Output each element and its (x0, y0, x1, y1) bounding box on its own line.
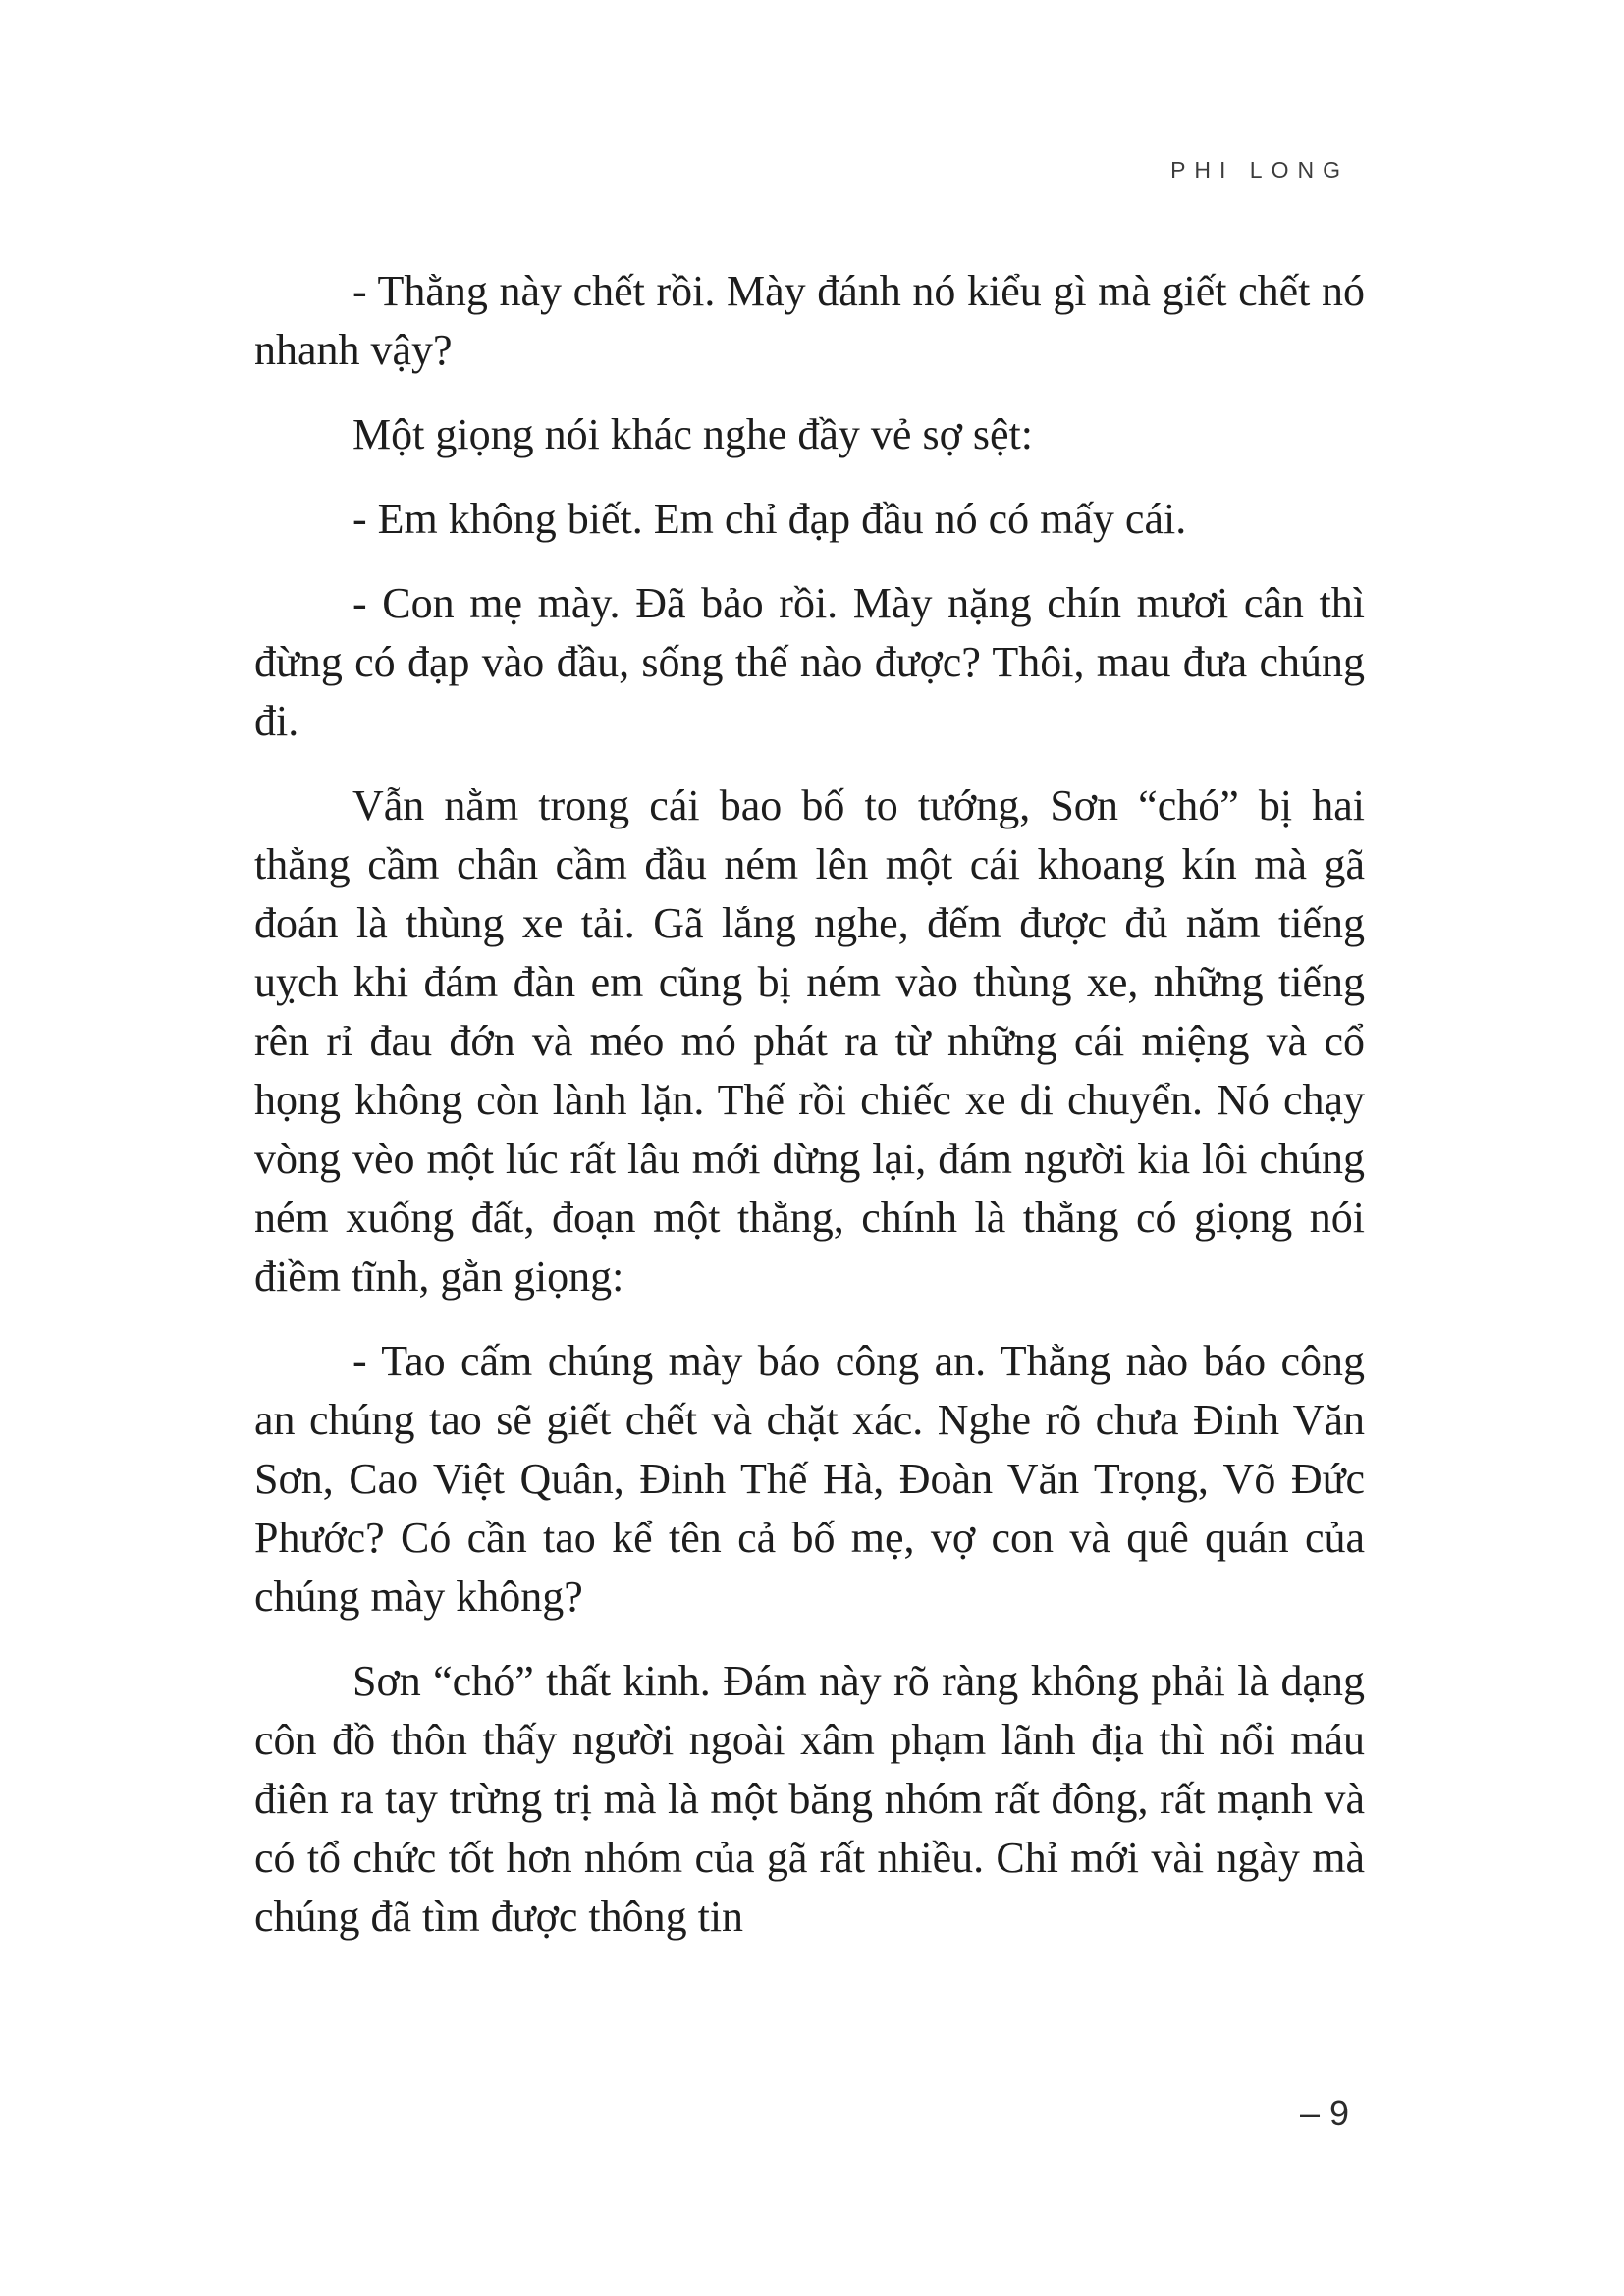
paragraph-narration-1: Một giọng nói khác nghe đầy vẻ sợ sệt: (352, 410, 1033, 458)
body-text (254, 262, 1365, 1972)
paragraph-dialogue-3: - Con mẹ mày. Đã bảo rồi. Mày nặng chín mươi cân thì đừng có đạp vào đầu, sống thế nào được? Thôi, mau đưa chúng đi. (254, 579, 1365, 745)
page-number: – 9 (1299, 2093, 1349, 2133)
paragraph-dialogue-2: - Em không biết. Em chỉ đạp đầu nó có mấy cái. (352, 495, 1187, 543)
paragraph-dialogue-4: - Tao cấm chúng mày báo công an. Thằng nào báo công an chúng tao sẽ giết chết và chặt xác. Nghe rõ chưa Đinh Văn Sơn, Cao Việt Quân, Đinh Thế Hà, Đoàn Văn Trọng, Võ Đức Phước? Có cần tao kể tên cả bố mẹ, vợ con và quê quán của chúng mày không? (254, 1337, 1365, 1621)
paragraph-dialogue-1: - Thằng này chết rồi. Mày đánh nó kiểu gì mà giết chết nó nhanh vậy? (254, 267, 1365, 374)
paragraph-narration-3: Sơn “chó” thất kinh. Đám này rõ ràng không phải là dạng côn đồ thôn thấy người ngoài xâm phạm lãnh địa thì nổi máu điên ra tay trừng trị mà là một băng nhóm rất đông, rất mạnh và có tổ chức tốt hơn nhóm của gã rất nhiều. Chỉ mới vài ngày mà chúng đã tìm được thông tin (254, 1657, 1365, 1941)
paragraph-narration-2: Vẫn nằm trong cái bao bố to tướng, Sơn “chó” bị hai thằng cầm chân cầm đầu ném lên một cái khoang kín mà gã đoán là thùng xe tải. Gã lắng nghe, đếm được đủ năm tiếng uỵch khi đám đàn em cũng bị ném vào thùng xe, những tiếng rên rỉ đau đớn và méo mó phát ra từ những cái miệng và cổ họng không còn lành lặn. Thế rồi chiếc xe di chuyển. Nó chạy vòng vèo một lúc rất lâu mới dừng lại, đám người kia lôi chúng ném xuống đất, đoạn một thằng, chính là thằng có giọng nói điềm tĩnh, gằn giọng: (254, 781, 1365, 1301)
running-header-author: PHI LONG (1170, 157, 1349, 183)
